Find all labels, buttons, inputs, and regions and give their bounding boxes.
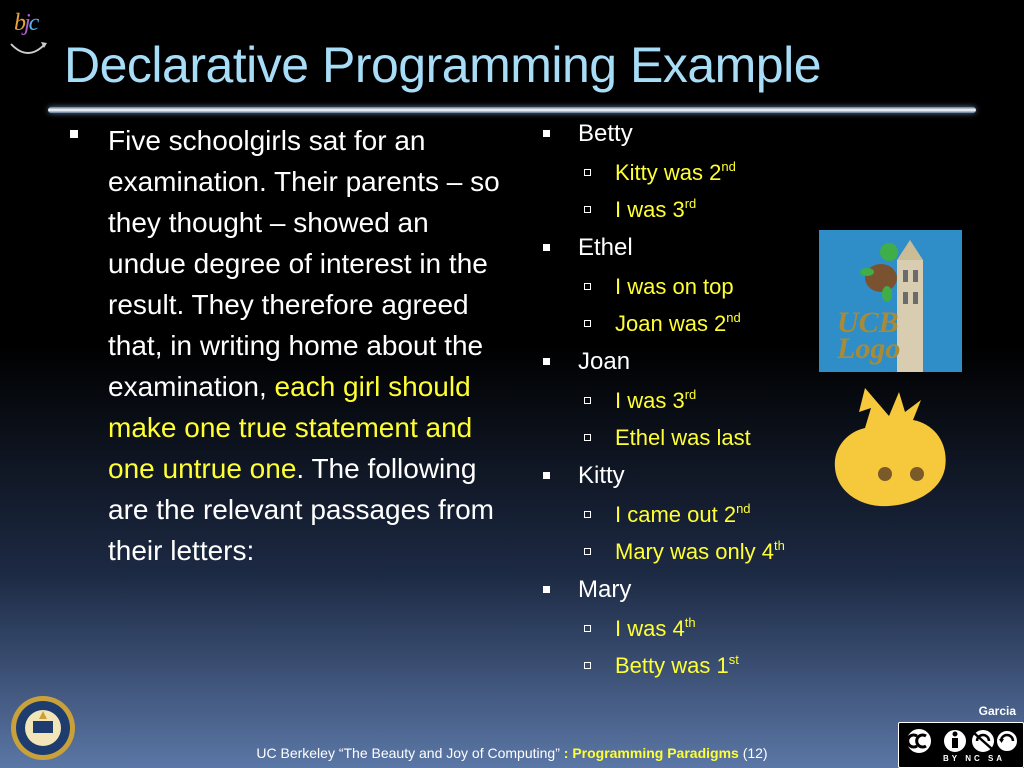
statement-text: I was 4 <box>615 616 685 641</box>
ucb-logo-image <box>819 230 962 372</box>
bullet-hollow-square-icon <box>584 625 591 632</box>
bullet-square-icon <box>543 472 550 479</box>
statement-text: Mary was only 4 <box>615 539 774 564</box>
smile-arc-icon <box>8 40 48 60</box>
ordinal-suffix: th <box>684 615 696 630</box>
problem-statement <box>70 120 510 571</box>
statement-text: I was 3 <box>615 388 685 413</box>
bullet-hollow-square-icon <box>584 320 591 327</box>
alonzo-sprite-icon <box>825 382 955 512</box>
statement-item <box>540 305 840 342</box>
letters-list <box>540 118 840 688</box>
cc-license-badge <box>898 722 1024 768</box>
ordinal-suffix: nd <box>721 159 736 174</box>
problem-text <box>108 120 510 571</box>
ordinal-suffix: nd <box>726 310 741 325</box>
author-name: Garcia <box>978 704 1016 718</box>
cc-license-text: BY NC SA <box>943 754 1006 763</box>
bullet-hollow-square-icon <box>584 169 591 176</box>
creative-commons-icon <box>903 726 1019 756</box>
bullet-hollow-square-icon <box>584 511 591 518</box>
bullet-hollow-square-icon <box>584 662 591 669</box>
problem-highlight: each girl should make one true statement and one untrue one <box>108 371 473 484</box>
statement-text: Kitty was 2 <box>615 160 722 185</box>
statement-item <box>540 647 840 684</box>
girl-name: Betty <box>578 120 633 147</box>
ordinal-suffix: rd <box>684 387 697 402</box>
statement-text: Betty was 1 <box>615 653 729 678</box>
bullet-square-icon <box>70 130 78 138</box>
ordinal-suffix: rd <box>684 196 697 211</box>
statement-item <box>540 533 840 570</box>
statement-item <box>540 154 840 191</box>
girl-entry <box>540 232 840 342</box>
bullet-square-icon <box>543 244 550 251</box>
problem-text-after: . The following are the relevant passages from their letters: <box>108 453 494 566</box>
bullet-hollow-square-icon <box>584 548 591 555</box>
bullet-hollow-square-icon <box>584 283 591 290</box>
bullet-hollow-square-icon <box>584 397 591 404</box>
footer-topic: Programming Paradigms <box>572 745 739 761</box>
girl-entry <box>540 346 840 456</box>
ordinal-suffix: nd <box>736 501 751 516</box>
girl-entry <box>540 460 840 570</box>
girl-name: Joan <box>578 348 631 375</box>
statement-item <box>540 496 840 533</box>
footer-course-line <box>0 745 1024 761</box>
statement-text: I was on top <box>615 274 734 299</box>
bjc-letter-b: b <box>14 10 24 36</box>
bullet-square-icon <box>543 586 550 593</box>
statement-item <box>540 419 840 456</box>
statement-item <box>540 268 840 305</box>
slide-title: Declarative Programming Example <box>64 37 822 93</box>
footer-course: UC Berkeley “The Beauty and Joy of Computing” <box>256 745 560 761</box>
bullet-square-icon <box>543 358 550 365</box>
bullet-hollow-square-icon <box>584 434 591 441</box>
title-divider <box>48 107 976 113</box>
statement-text: Joan was 2 <box>615 311 727 336</box>
girl-entry <box>540 118 840 228</box>
footer-separator: : <box>559 745 573 761</box>
girl-name: Mary <box>578 576 632 603</box>
footer-page-number: (12) <box>738 745 768 761</box>
girl-entry <box>540 574 840 684</box>
statement-text: I was 3 <box>615 197 685 222</box>
girl-name: Ethel <box>578 234 633 261</box>
ucb-logo-label <box>837 306 901 365</box>
statement-text: I came out 2 <box>615 502 737 527</box>
statement-item <box>540 610 840 647</box>
girl-name: Kitty <box>578 462 625 489</box>
statement-text: Ethel was last <box>615 425 751 450</box>
bullet-hollow-square-icon <box>584 206 591 213</box>
ordinal-suffix: th <box>773 538 785 553</box>
ucb-logo-line2: Logo <box>837 332 901 365</box>
ucb-logo-line1: UCB <box>837 306 899 339</box>
ordinal-suffix: st <box>728 652 739 667</box>
statement-item <box>540 382 840 419</box>
bjc-logo <box>6 4 56 64</box>
bullet-square-icon <box>543 130 550 137</box>
bjc-letter-j: j <box>24 10 29 36</box>
problem-text-before: Five schoolgirls sat for an examination. Their parents – so they thought – showed an undue degree of interest in the result. They therefore agreed that, in writing home about the examination, <box>108 125 500 402</box>
bjc-letter-c: c <box>28 10 38 36</box>
statement-item <box>540 191 840 228</box>
